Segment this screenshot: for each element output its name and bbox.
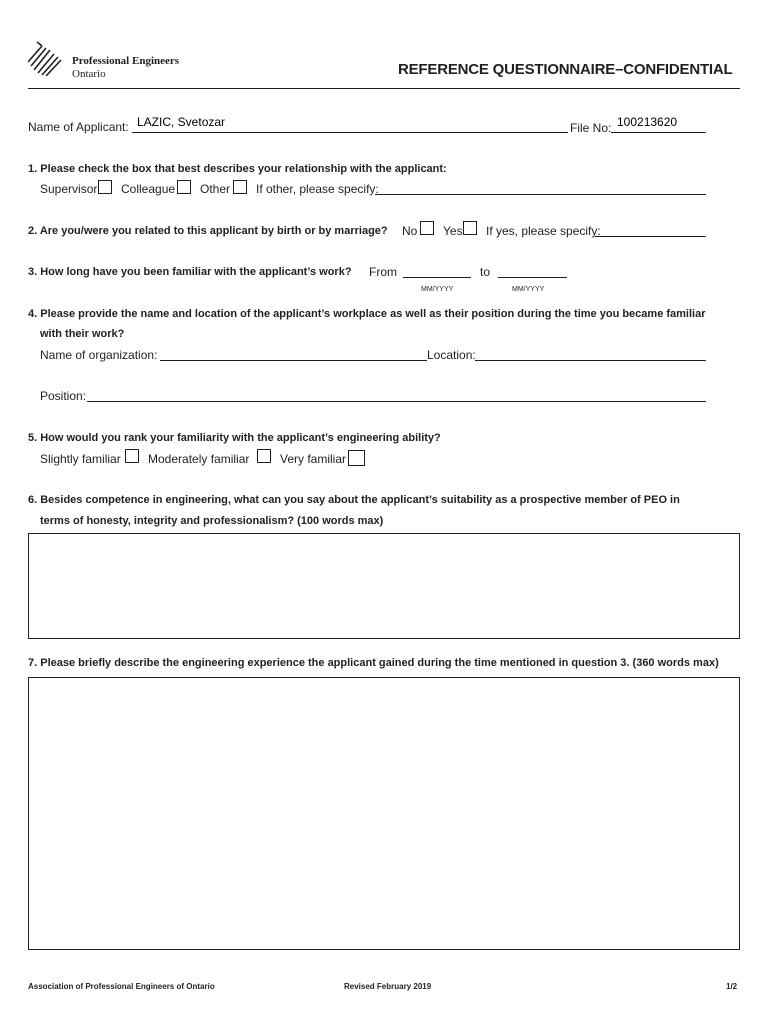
applicant-name-field[interactable] [132, 132, 568, 133]
q7-answer-textarea[interactable] [28, 677, 740, 950]
question-4-line2: with their work? [40, 328, 125, 340]
question-6-line2: terms of honesty, integrity and professionalism? (100 words max) [40, 515, 384, 527]
org-name-line2: Ontario [72, 68, 106, 80]
question-4-line1: 4. Please provide the name and location of the applicant’s workplace as well as their position during the time you became familiar [28, 308, 706, 320]
q1-specify-field[interactable] [375, 194, 706, 195]
peo-logo-mark-icon [28, 40, 62, 76]
q3-from-hint: MM/YYYY [421, 286, 454, 293]
q2-specify-field[interactable] [595, 236, 706, 237]
q4-position-label: Position: [40, 389, 87, 403]
q3-from-field[interactable] [403, 277, 471, 278]
q3-to-label: to [480, 265, 491, 279]
footer-revised: Revised February 2019 [344, 982, 432, 991]
footer-page-number: 1/2 [726, 982, 738, 991]
q1-supervisor-label: Supervisor [40, 182, 98, 196]
q1-other-checkbox[interactable] [233, 180, 247, 194]
header-divider [28, 88, 740, 89]
file-no-field[interactable] [611, 132, 706, 133]
q1-colleague-label: Colleague [121, 182, 176, 196]
q4-position-field[interactable] [87, 401, 706, 402]
q5-slight-checkbox[interactable] [125, 449, 139, 463]
peo-logo [28, 40, 188, 80]
question-1: 1. Please check the box that best describes your relationship with the applicant: [28, 163, 447, 175]
q5-very-checkbox[interactable] [348, 450, 365, 466]
question-2: 2. Are you/were you related to this applicant by birth or by marriage? [28, 225, 388, 237]
file-no-value[interactable]: 100213620 [617, 115, 678, 129]
applicant-name-label: Name of Applicant: [28, 120, 129, 134]
q2-specify-label: If yes, please specify: [486, 224, 601, 238]
q1-specify-label: If other, please specify: [256, 182, 379, 196]
org-name-line1: Professional Engineers [72, 55, 180, 67]
q3-from-label: From [369, 265, 397, 279]
footer-association: Association of Professional Engineers of Ontario [28, 982, 215, 991]
q5-very-label: Very familiar [280, 452, 347, 466]
q2-no-label: No [402, 224, 418, 238]
q4-location-label: Location: [427, 348, 476, 362]
q2-yes-label: Yes [443, 224, 463, 238]
applicant-name-value[interactable]: LAZIC, Svetozar [137, 115, 226, 129]
q4-org-label: Name of organization: [40, 348, 158, 362]
q3-to-hint: MM/YYYY [512, 286, 545, 293]
question-7: 7. Please briefly describe the engineering experience the applicant gained during the time mentioned in question 3. (360 words max) [28, 657, 719, 669]
q2-yes-checkbox[interactable] [463, 221, 477, 235]
q5-moderate-checkbox[interactable] [257, 449, 271, 463]
q2-no-checkbox[interactable] [420, 221, 434, 235]
question-3: 3. How long have you been familiar with the applicant’s work? [28, 266, 352, 278]
q3-to-field[interactable] [498, 277, 567, 278]
q6-answer-textarea[interactable] [28, 533, 740, 639]
q1-colleague-checkbox[interactable] [177, 180, 191, 194]
page-title: REFERENCE QUESTIONNAIRE–CONFIDENTIAL [398, 61, 733, 78]
question-6-line1: 6. Besides competence in engineering, what can you say about the applicant’s suitability as a prospective member of PEO in [28, 494, 680, 506]
q1-other-label: Other [200, 182, 231, 196]
q4-location-field[interactable] [475, 360, 706, 361]
file-no-label: File No: [570, 121, 612, 135]
q5-moderate-label: Moderately familiar [148, 452, 250, 466]
q4-org-field[interactable] [160, 360, 427, 361]
question-5: 5. How would you rank your familiarity with the applicant’s engineering ability? [28, 432, 441, 444]
q5-slight-label: Slightly familiar [40, 452, 121, 466]
q1-supervisor-checkbox[interactable] [98, 180, 112, 194]
